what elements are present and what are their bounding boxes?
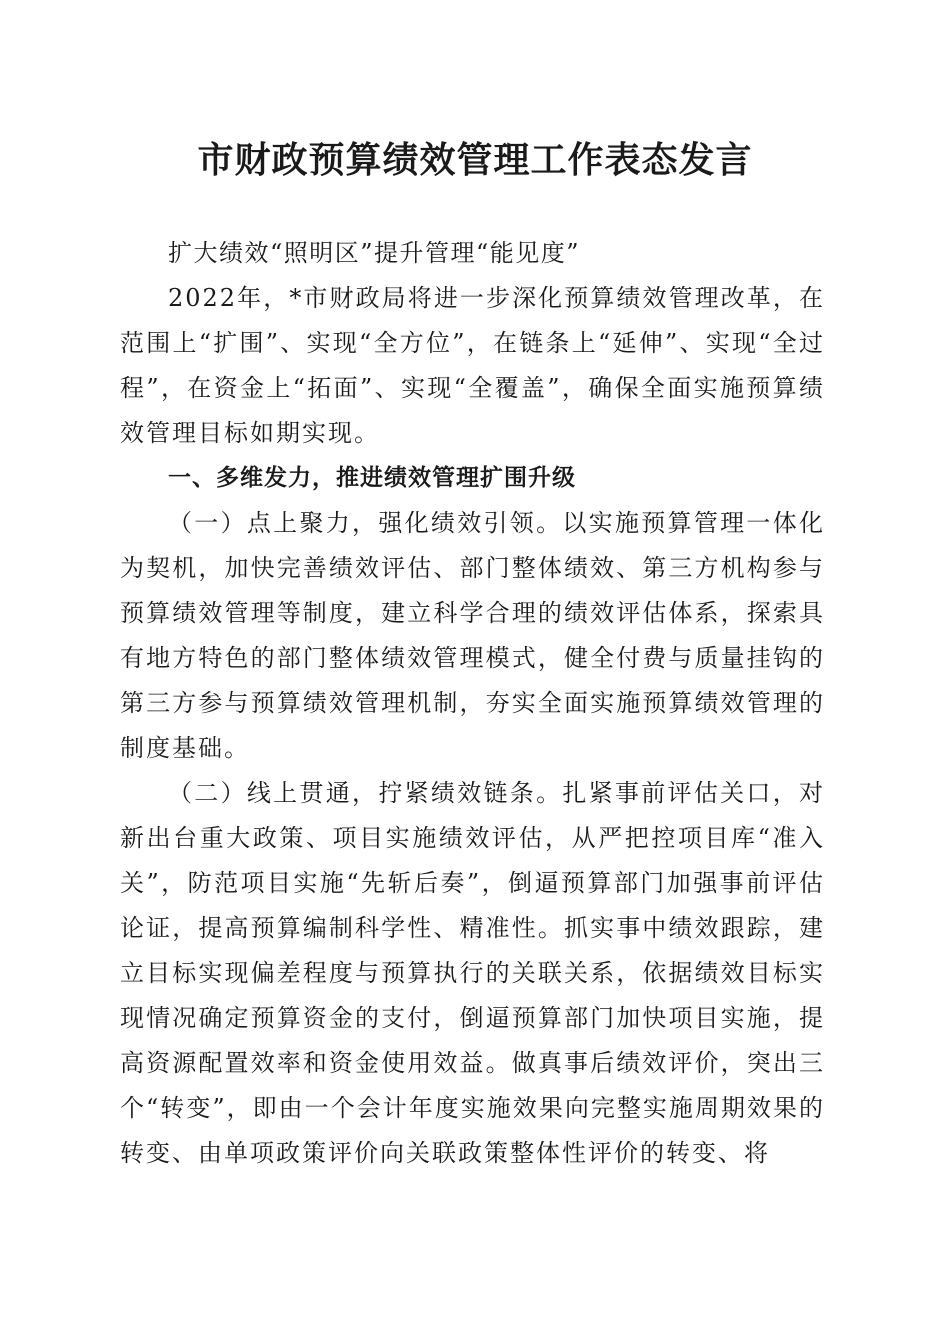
paragraph-2: （二）线上贯通，拧紧绩效链条。扎紧事前评估关口，对新出台重大政策、项目实施绩效评估，从严把控项目库“准入关”，防范项目实施“先斩后奏”，倒逼预算部门加强事前评估论证，提高预算编制科学性、精准性。抓实事中绩效跟踪，建立目标实现偏差程度与预算执行的关联关系，依据绩效目标实现情况确定预算资金的支付，倒逼预算部门加快项目实施，提高资源配置效率和资金使用效益。做真事后绩效评价，突出三个“转变”，即由一个会计年度实施效果向完整实施周期效果的转变、由单项政策评价向关联政策整体性评价的转变、将 xyxy=(120,779,825,1167)
section-heading-1: 一、多维发力，推进绩效管理扩围升级 xyxy=(168,465,576,491)
document-body xyxy=(120,231,825,1176)
paragraph-1: （一）点上聚力，强化绩效引领。以实施预算管理一体化为契机，加快完善绩效评估、部门整体绩效、第三方机构参与预算绩效管理等制度，建立科学合理的绩效评估体系，探索具有地方特色的部门整体绩效管理模式，健全付费与质量挂钩的第三方参与预算绩效管理机制，夯实全面实施预算绩效管理的制度基础。 xyxy=(120,509,825,762)
document-title: 市财政预算绩效管理工作表态发言 xyxy=(197,139,753,181)
document-subtitle: 扩大绩效“照明区”提升管理“能见度” xyxy=(168,239,581,267)
intro-paragraph: 2022年，*市财政局将进一步深化预算绩效管理改革，在范围上“扩围”、实现“全方位”，在链条上“延伸”、实现“全过程”，在资金上“拓面”、实现“全覆盖”，确保全面实施预算绩效管理目标如期实现。 xyxy=(120,284,825,447)
